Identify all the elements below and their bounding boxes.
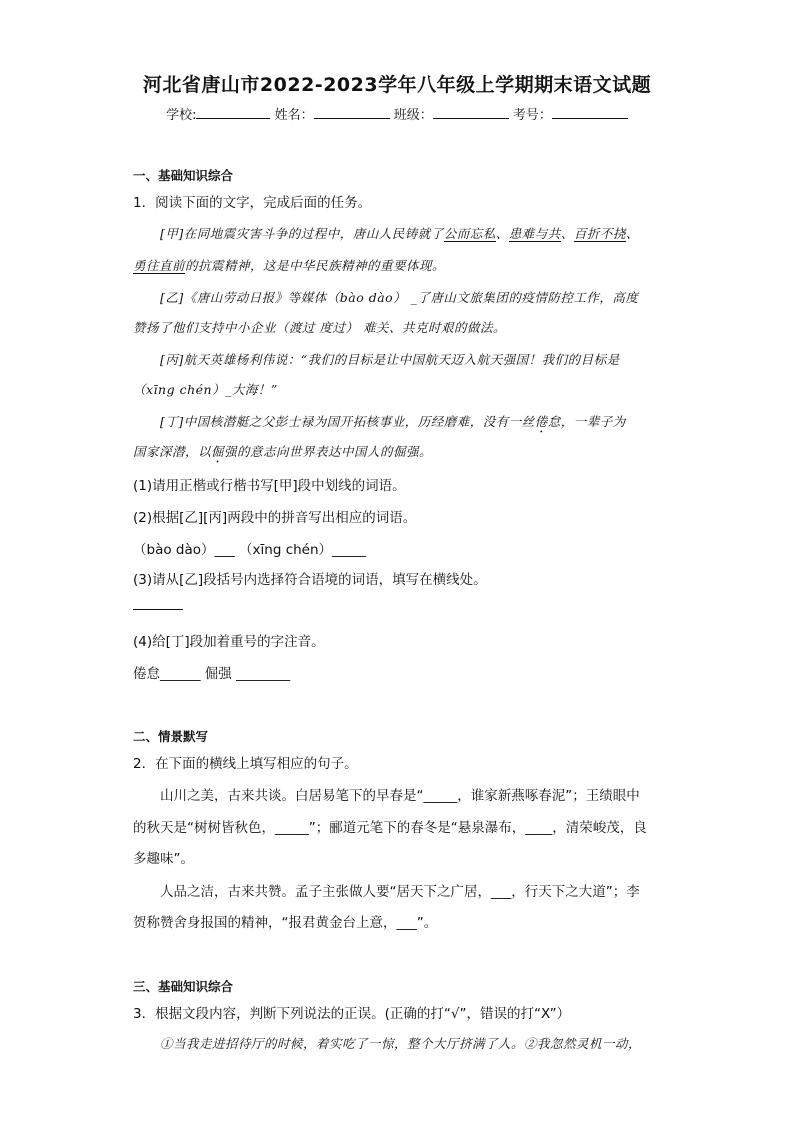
emphasized-char-juan: 倦: [534, 414, 548, 429]
jia-text: [甲]在同地震灾害斗争的过程中，唐山人民铸就了: [160, 226, 444, 241]
task-4: (4)给[丁]段加着重号的字注音。: [133, 634, 325, 650]
q2-para-1-line-3: 多趣味”。: [133, 851, 194, 867]
task-2-answer-line[interactable]: （bào dào）___ （xīng chén）_____: [133, 542, 366, 558]
ding-text-b: 怠，一辈子为: [547, 414, 626, 429]
underlined-word-4: 勇往直前: [133, 258, 186, 273]
question-1-prompt: 1．阅读下面的文字，完成后面的任务。: [133, 195, 372, 211]
school-blank[interactable]: [196, 106, 270, 119]
section-3-heading: 三、基础知识综合: [133, 979, 234, 994]
task-1: (1)请用正楷或行楷书写[甲]段中划线的词语。: [133, 478, 406, 494]
emphasized-char-jue: 倔: [211, 444, 225, 459]
jia-sep-3: 、: [625, 226, 639, 241]
jia-sep-1: 、: [495, 226, 509, 241]
passage-jia-line-1: [160, 224, 639, 242]
underlined-word-1: 公而忘私: [443, 226, 496, 241]
number-label: 考号：: [512, 108, 552, 123]
q2-para-2-line-2: 贺称赞舍身报国的精神，“报君黄金台上意，___”。: [133, 915, 438, 931]
section-2-heading: 二、情景默写: [133, 729, 209, 744]
passage-bing-line-1: [丙]航天英雄杨利伟说：“我们的目标是让中国航天迈入航天强国！我们的目标是: [160, 352, 620, 367]
q2-para-2-line-1: 人品之洁，古来共赞。孟子主张做人要“居天下之广居，___，行天下之大道”；李: [160, 884, 640, 900]
school-label: 学校:: [166, 108, 197, 123]
class-label: 班级：: [393, 108, 433, 123]
ding-text-a: [丁]中国核潜艇之父彭士禄为国开拓核事业，历经磨难，没有一丝: [160, 414, 535, 429]
task-3-answer-blank[interactable]: [133, 609, 183, 610]
ding-text-d: 强的意志向世界表达中国人的倔强。: [224, 444, 433, 459]
task-2: (2)根据[乙][丙]两段中的拼音写出相应的词语。: [133, 510, 417, 526]
q2-para-1-line-2: 的秋天是“树树皆秋色，_____”；郦道元笔下的春冬是“悬泉瀑布，____，清荣峻茂，良: [133, 820, 647, 836]
student-info-line: [0, 104, 794, 123]
passage-yi-line-2: 赞扬了他们支持中小企业（渡过 度过） 难关、共克时艰的做法。: [133, 320, 506, 335]
passage-bing-line-2: （xīng chén）_大海！”: [133, 382, 278, 397]
task-3: (3)请从[乙]段括号内选择符合语境的词语，填写在横线处。: [133, 572, 487, 588]
task-4-answer-line[interactable]: 倦怠______ 倔强 ________: [133, 666, 291, 682]
passage-jia-line-2: [133, 256, 445, 274]
passage-ding-line-1: [160, 412, 626, 436]
passage-yi-line-1: [乙]《唐山劳动日报》等媒体（bào dào） _了唐山文旅集团的疫情防控工作，高度: [160, 290, 639, 305]
name-label: 姓名：: [274, 108, 314, 123]
section-1-heading: 一、基础知识综合: [133, 168, 234, 183]
number-blank[interactable]: [552, 106, 628, 119]
passage-ding-line-2: [133, 442, 432, 466]
question-3-prompt: 3．根据文段内容，判断下列说法的正误。(正确的打“√”，错误的打“X”）: [133, 1006, 571, 1022]
class-blank[interactable]: [433, 106, 509, 119]
q3-passage-line-1: ①当我走进招待厅的时候，着实吃了一惊，整个大厅挤满了人。②我忽然灵机一动，: [160, 1036, 642, 1051]
page-title: 河北省唐山市2022-2023学年八年级上学期期末语文试题: [142, 74, 652, 96]
underlined-word-3: 百折不挠: [573, 226, 626, 241]
underlined-word-2: 患难与共: [508, 226, 561, 241]
jia-text-end: 的抗震精神，这是中华民族精神的重要体现。: [185, 258, 446, 273]
q2-para-1-line-1: 山川之美，古来共谈。白居易笔下的早春是“_____，谁家新燕啄春泥”；王绩眼中: [160, 788, 640, 804]
ding-text-c: 国家深潜，以: [133, 444, 212, 459]
name-blank[interactable]: [314, 106, 390, 119]
jia-sep-2: 、: [560, 226, 574, 241]
question-2-prompt: 2．在下面的横线上填写相应的句子。: [133, 756, 358, 772]
